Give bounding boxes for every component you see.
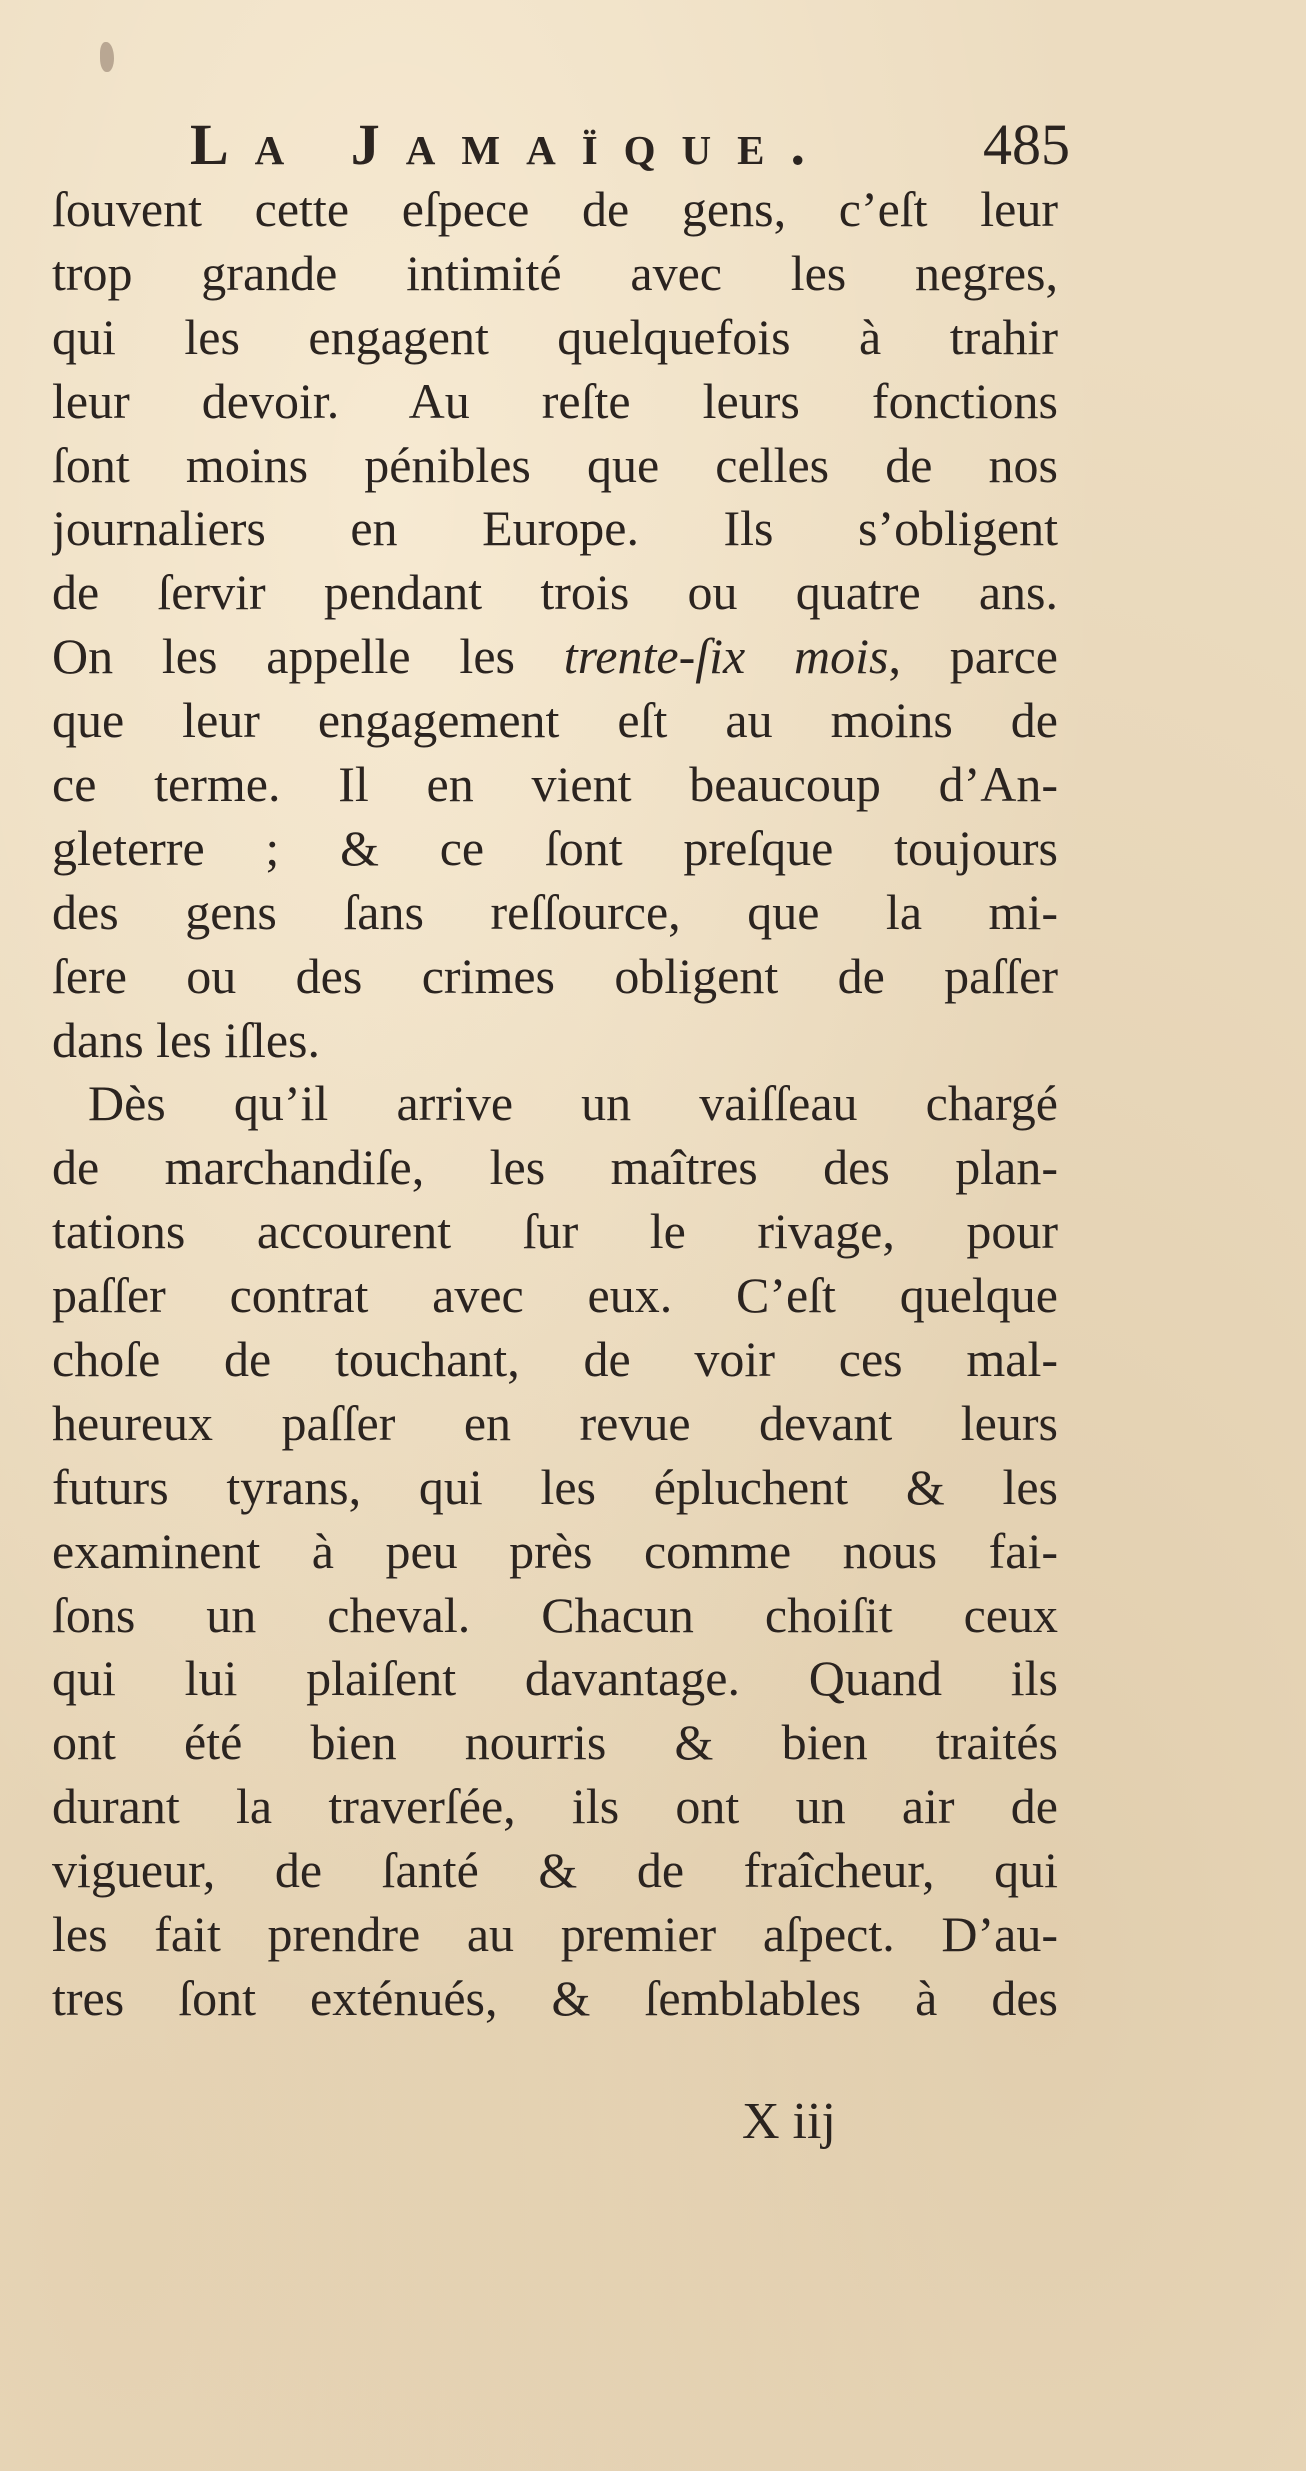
- text-line: paſſer contrat avec eux. C’eſt quelque: [52, 1267, 1058, 1324]
- text-line: qui les engagent quelquefois à trahir: [52, 308, 1058, 365]
- signature-mark: X iij: [742, 2093, 836, 2150]
- body-text: [52, 178, 1058, 2031]
- text-line: futurs tyrans, qui les épluchent & les: [52, 1458, 1058, 1515]
- text-line: ſere ou des crimes obligent de paſſer: [52, 947, 1058, 1004]
- text-line: ſont moins pénibles que celles de nos: [52, 436, 1058, 493]
- text-line: des gens ſans reſſource, que la mi-: [52, 883, 1058, 940]
- text-line: les fait prendre au premier aſpect. D’au-: [52, 1906, 1058, 1963]
- text-line: gleterre ; & ce ſont preſque toujours: [52, 819, 1058, 876]
- ink-speck: [100, 42, 114, 72]
- running-head: [190, 110, 1070, 180]
- text-line: vigueur, de ſanté & de fraîcheur, qui: [52, 1842, 1058, 1899]
- text-line: ſouvent cette eſpece de gens, c’eſt leur: [52, 181, 1058, 237]
- paragraph-2: [52, 1072, 1058, 2030]
- running-head-title: La Jamaïque.: [190, 112, 832, 177]
- text-segment: On les appelle les: [52, 628, 564, 685]
- text-line: de ſervir pendant trois ou quatre ans.: [52, 564, 1058, 621]
- text-line: durant la traverſée, ils ont un air de: [52, 1778, 1058, 1835]
- text-line: tres ſont exténués, & ſemblables à des: [52, 1969, 1058, 2026]
- text-line: Dès qu’il arrive un vaiſſeau chargé: [88, 1075, 1058, 1132]
- text-line: ce terme. Il en vient beaucoup d’An-: [52, 756, 1058, 813]
- text-line: trop grande intimité avec les negres,: [52, 244, 1058, 301]
- paragraph-1: [52, 178, 1058, 1072]
- text-line-with-italic: [52, 625, 1058, 689]
- italic-term: trente-ſix mois: [563, 628, 889, 685]
- text-line: examinent à peu près comme nous fai-: [52, 1522, 1058, 1579]
- text-line: tations accourent ſur le rivage, pour: [52, 1203, 1058, 1260]
- text-line: heureux paſſer en revue devant leurs: [52, 1394, 1058, 1451]
- text-line: ſons un cheval. Chacun choiſit ceux: [52, 1586, 1058, 1643]
- text-line: de marchandiſe, les maîtres des plan-: [52, 1139, 1058, 1196]
- text-line: dans les iſles.: [52, 1011, 321, 1068]
- text-line: choſe de touchant, de voir ces mal-: [52, 1331, 1058, 1388]
- text-line: que leur engagement eſt au moins de: [52, 692, 1058, 749]
- page-number: 485: [983, 112, 1070, 177]
- text-segment: , parce: [888, 628, 1058, 685]
- text-line: qui lui plaiſent davantage. Quand ils: [52, 1650, 1058, 1707]
- text-line: ont été bien nourris & bien traités: [52, 1714, 1058, 1771]
- text-line: journaliers en Europe. Ils s’obligent: [52, 500, 1058, 557]
- text-line: leur devoir. Au reſte leurs fonctions: [52, 372, 1058, 429]
